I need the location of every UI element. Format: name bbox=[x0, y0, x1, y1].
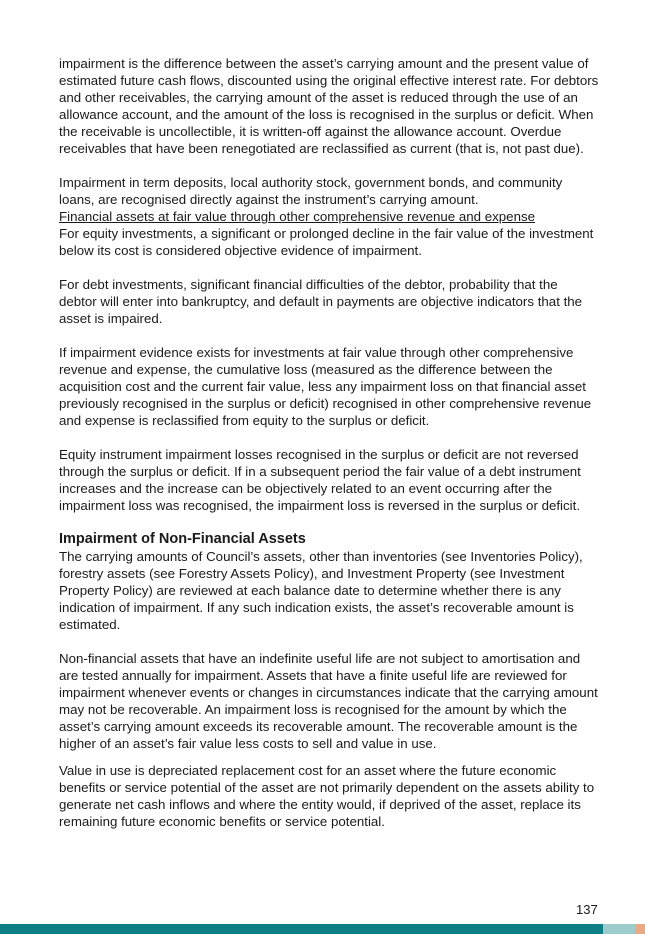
footer-bar-light bbox=[603, 924, 635, 934]
paragraph-value-in-use: Value in use is depreciated replacement cost for an asset where the future economic benefits or service potential of the asset are not primarily dependent on the assets ability to generate net cash inflows and where the entity would, if deprived of the asset, replace its remaining future economic benefits or service potential. bbox=[59, 763, 595, 829]
paragraph-debt-investments: For debt investments, significant financial difficulties of the debtor, probability that the debtor will enter into bankruptcy, and default in payments are objective indicators that the asset is impaired. bbox=[59, 277, 583, 326]
subheading-fvocre: Financial assets at fair value through other comprehensive revenue and expense bbox=[59, 209, 536, 224]
footer-bar-accent bbox=[635, 924, 645, 934]
footer-bar-main bbox=[0, 924, 603, 934]
paragraph-term-deposits: Impairment in term deposits, local authority stock, government bonds, and community loans, are recognised directly against the instrument’s carrying amount. bbox=[59, 175, 563, 207]
paragraph-cumulative-loss: If impairment evidence exists for investments at fair value through other comprehensive revenue and expense, the cumulative loss (measured as the difference between the acquisition cost and the current fair value, less any impairment loss on that financial asset previously recognised in the surplus or deficit) recognised in other comprehensive revenue and expense is reclassified from equity to the surplus or deficit. bbox=[59, 345, 592, 428]
page-number: 137 bbox=[576, 902, 598, 917]
paragraph-impairment-reversal: Equity instrument impairment losses recognised in the surplus or deficit are not reversed through the surplus or deficit. If in a subsequent period the fair value of a debt instrument increases and the increase can be objectively related to an event occurring after the impairment loss was recognised, the impairment loss is reversed in the surplus or deficit. bbox=[59, 447, 581, 513]
paragraph-impairment-receivables: impairment is the difference between the asset’s carrying amount and the present value of estimated future cash flows, discounted using the original effective interest rate. For debtors and other receivables, the carrying amount of the asset is reduced through the use of an allowance account, and the amount of the loss is recognised in the surplus or deficit. When the receivable is uncollectible, it is written-off against the allowance account. Overdue receivables that have been renegotiated are reclassified as current (that is, not past due). bbox=[59, 56, 599, 156]
page-body bbox=[59, 55, 599, 830]
paragraph-indefinite-life: Non-financial assets that have an indefinite useful life are not subject to amortisation and are tested annually for impairment. Assets that have a finite useful life are reviewed for impairment whenever events or changes in circumstances indicate that the carrying amount may not be recoverable. An impairment loss is recognised for the amount by which the asset’s carrying amount exceeds its recoverable amount. The recoverable amount is the higher of an asset’s fair value less costs to sell and value in use. bbox=[59, 651, 598, 751]
section-heading: Impairment of Non-Financial Assets bbox=[59, 531, 306, 547]
paragraph-carrying-amounts: The carrying amounts of Council’s assets, other than inventories (see Inventories Policy), forestry assets (see Forestry Assets Policy), and Investment Property (see Investment Property Policy) are reviewed at each balance date to determine whether there is any indication of impairment. If any such indication exists, the asset’s recoverable amount is estimated. bbox=[59, 549, 583, 632]
paragraph-equity-investments: For equity investments, a significant or prolonged decline in the fair value of the investment below its cost is considered objective evidence of impairment. bbox=[59, 226, 594, 258]
